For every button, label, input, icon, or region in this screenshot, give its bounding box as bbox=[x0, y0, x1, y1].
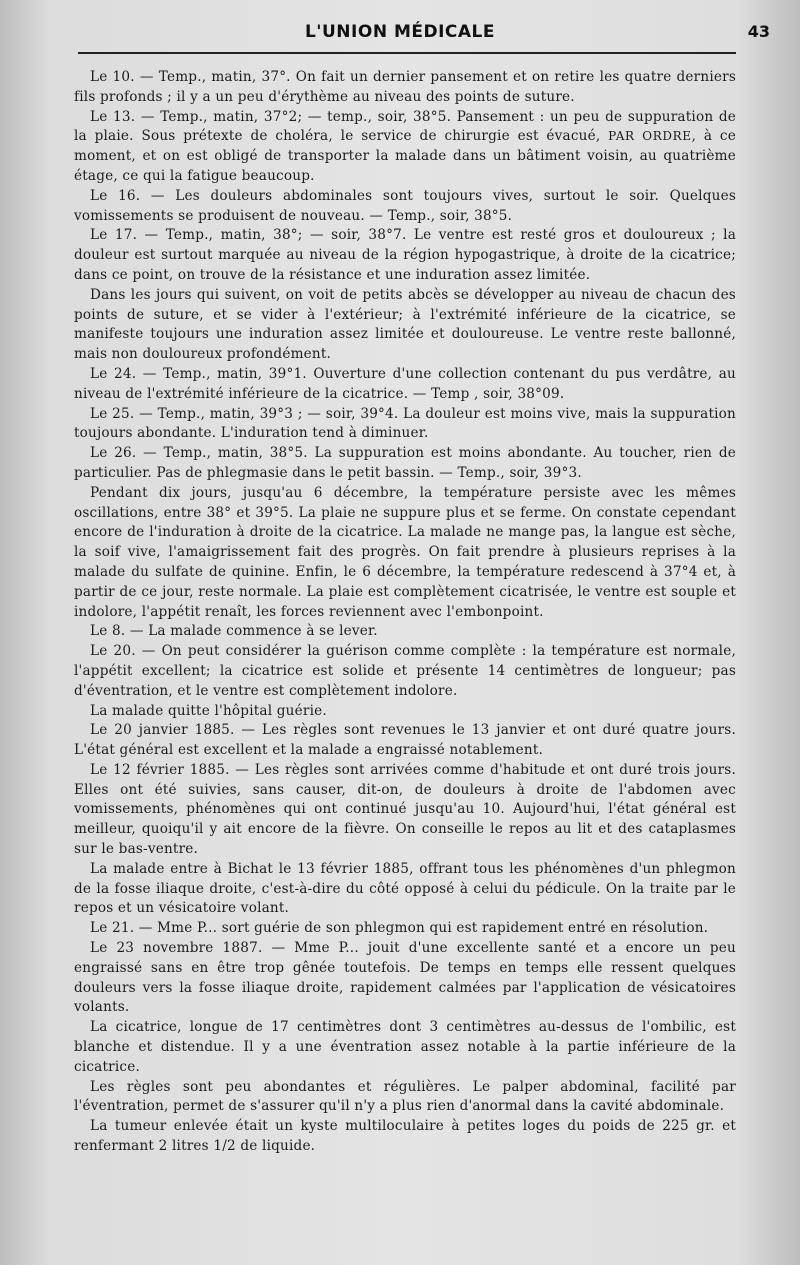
page-number: 43 bbox=[747, 22, 770, 41]
paragraph-le-13 bbox=[74, 108, 736, 187]
paragraph-12-fevrier-1885: Le 12 février 1885. — Les règles sont arrivées comme d'habitude et ont duré trois jours. Elles ont été suivies, sans causer, dit-on, de douleurs à droite de l'abdomen avec vomissements, phénomènes qui ont continué jusqu'au 10. Aujourd'hui, l'état général est meilleur, quoiqu'il y ait encore de la fièvre. On conseille le repos au lit et des cataplasmes sur le bas-ventre. bbox=[74, 761, 736, 858]
paragraph-le-21: Le 21. — Mme P... sort guérie de son phlegmon qui est rapidement entré en résolution. bbox=[90, 920, 709, 937]
paragraph-le-26: Le 26. — Temp., matin, 38°5. La suppuration est moins abondante. Au toucher, rien de particulier. Pas de phlegmasie dans le petit bassin. — Temp., soir, 39°3. bbox=[74, 445, 736, 481]
paragraph-abces: Dans les jours qui suivent, on voit de petits abcès se développer au niveau de chacun des points de suture, et se vider à l'extérieur; à l'extrémité inférieure de la cicatrice, se manifeste toujours une induration assez limitée et douloureuse. Le ventre reste ballonné, mais non douloureux profondément. bbox=[74, 286, 736, 363]
paragraph-bichat: La malade entre à Bichat le 13 février 1885, offrant tous les phénomènes d'un phlegmon de la fosse iliaque droite, c'est-à-dire du côté opposé à celui du pédicule. On la traite par le repos et un vésicatoire volant. bbox=[74, 860, 736, 917]
running-head bbox=[0, 22, 800, 46]
paragraph-le-17: Le 17. — Temp., matin, 38°; — soir, 38°7. Le ventre est resté gros et douloureux ; la douleur est surtout marquée au niveau de la région hypogastrique, à droite de la cicatrice; dans ce point, on trouve de la résistance et une induration assez limitée. bbox=[74, 227, 736, 283]
paragraph-le-8: Le 8. — La malade commence à se lever. bbox=[90, 623, 378, 640]
paragraph-20-janvier-1885: Le 20 janvier 1885. — Les règles sont revenues le 13 janvier et ont duré quatre jours. L'état général est excellent et la malade a engraissé notablement. bbox=[74, 722, 736, 759]
paragraph-23-novembre-1887: Le 23 novembre 1887. — Mme P... jouit d'une excellente santé et a encore un peu engraissé sans en être trop gênée toutefois. De temps en temps elle ressent quelques douleurs vers la fosse iliaque droite, rapidement calmées par l'application de vésicatoires volants. bbox=[74, 940, 736, 1016]
paragraph-le-25: Le 25. — Temp., matin, 39°3 ; — soir, 39°4. La douleur est moins vive, mais la suppuration toujours abondante. L'induration tend à diminuer. bbox=[74, 405, 736, 442]
paragraph-regles: Les règles sont peu abondantes et régulières. Le palper abdominal, facilité par l'éventration, permet de s'assurer qu'il n'y a plus rien d'anormal dans la cavité abdominale. bbox=[74, 1078, 736, 1115]
paragraph-le-20: Le 20. — On peut considérer la guérison comme complète : la température est normale, l'appétit excellent; la cicatrice est solide et présente 14 centimètres de longueur; pas d'éventration, et le ventre est complètement indolore. bbox=[74, 643, 736, 699]
paragraph-cicatrice: La cicatrice, longue de 17 centimètres dont 3 centimètres au-dessus de l'ombilic, est blanche et distendue. Il y a une éventration assez notable à la partie inférieure de la cicatrice. bbox=[74, 1019, 736, 1075]
paragraph-le-10: Le 10. — Temp., matin, 37°. On fait un dernier pansement et on retire les quatre derniers fils profonds ; il y a un peu d'érythème au niveau des points de suture. bbox=[74, 69, 736, 105]
paragraph-dix-jours: Pendant dix jours, jusqu'au 6 décembre, la température persiste avec les mêmes oscillations, entre 38° et 39°5. La plaie ne suppure plus et se ferme. On constate cependant encore de l'induration à droite de la cicatrice. La malade ne mange pas, la langue est sèche, la soif vive, l'amaigrissement fait des progrès. On fait prendre à plusieurs reprises à la malade du sulfate de quinine. Enfin, le 6 décembre, la température redescend à 37°4 et, à partir de ce jour, reste normale. La plaie est complètement cicatrisée, le ventre est souple et indolore, l'appétit renaît, les forces reviennent avec l'embonpoint. bbox=[74, 484, 736, 620]
paragraph-quitte-hopital: La malade quitte l'hôpital guérie. bbox=[90, 702, 327, 719]
article-body bbox=[74, 68, 736, 1157]
paragraph-le-16: Le 16. — Les douleurs abdominales sont toujours vives, surtout le soir. Quelques vomissements se produisent de nouveau. — Temp., soir, 38°5. bbox=[74, 187, 736, 224]
paragraph-le-24: Le 24. — Temp., matin, 39°1. Ouverture d'une collection contenant du pus verdâtre, au niveau de l'extrémité inférieure de la cicatrice. — Temp , soir, 38°09. bbox=[74, 365, 736, 402]
paragraph-tumeur: La tumeur enlevée était un kyste multiloculaire à petites loges du poids de 225 gr. et renfermant 2 litres 1/2 de liquide. bbox=[74, 1118, 736, 1155]
paragraph-le-13-text: Le 13. — Temp., matin, 37°2; — temp., soir, 38°5. Pansement : un peu de suppuration de la plaie. Sous prétexte de choléra, le service de chirurgie est évacué, PAR ORDRE, à ce moment, et on est obligé de transporter la malade dans un bâtiment voisin, au quatrième étage, ce qui la fatigue beaucoup. bbox=[74, 108, 736, 184]
header-rule bbox=[78, 52, 736, 54]
journal-title: L'UNION MÉDICALE bbox=[304, 22, 496, 42]
